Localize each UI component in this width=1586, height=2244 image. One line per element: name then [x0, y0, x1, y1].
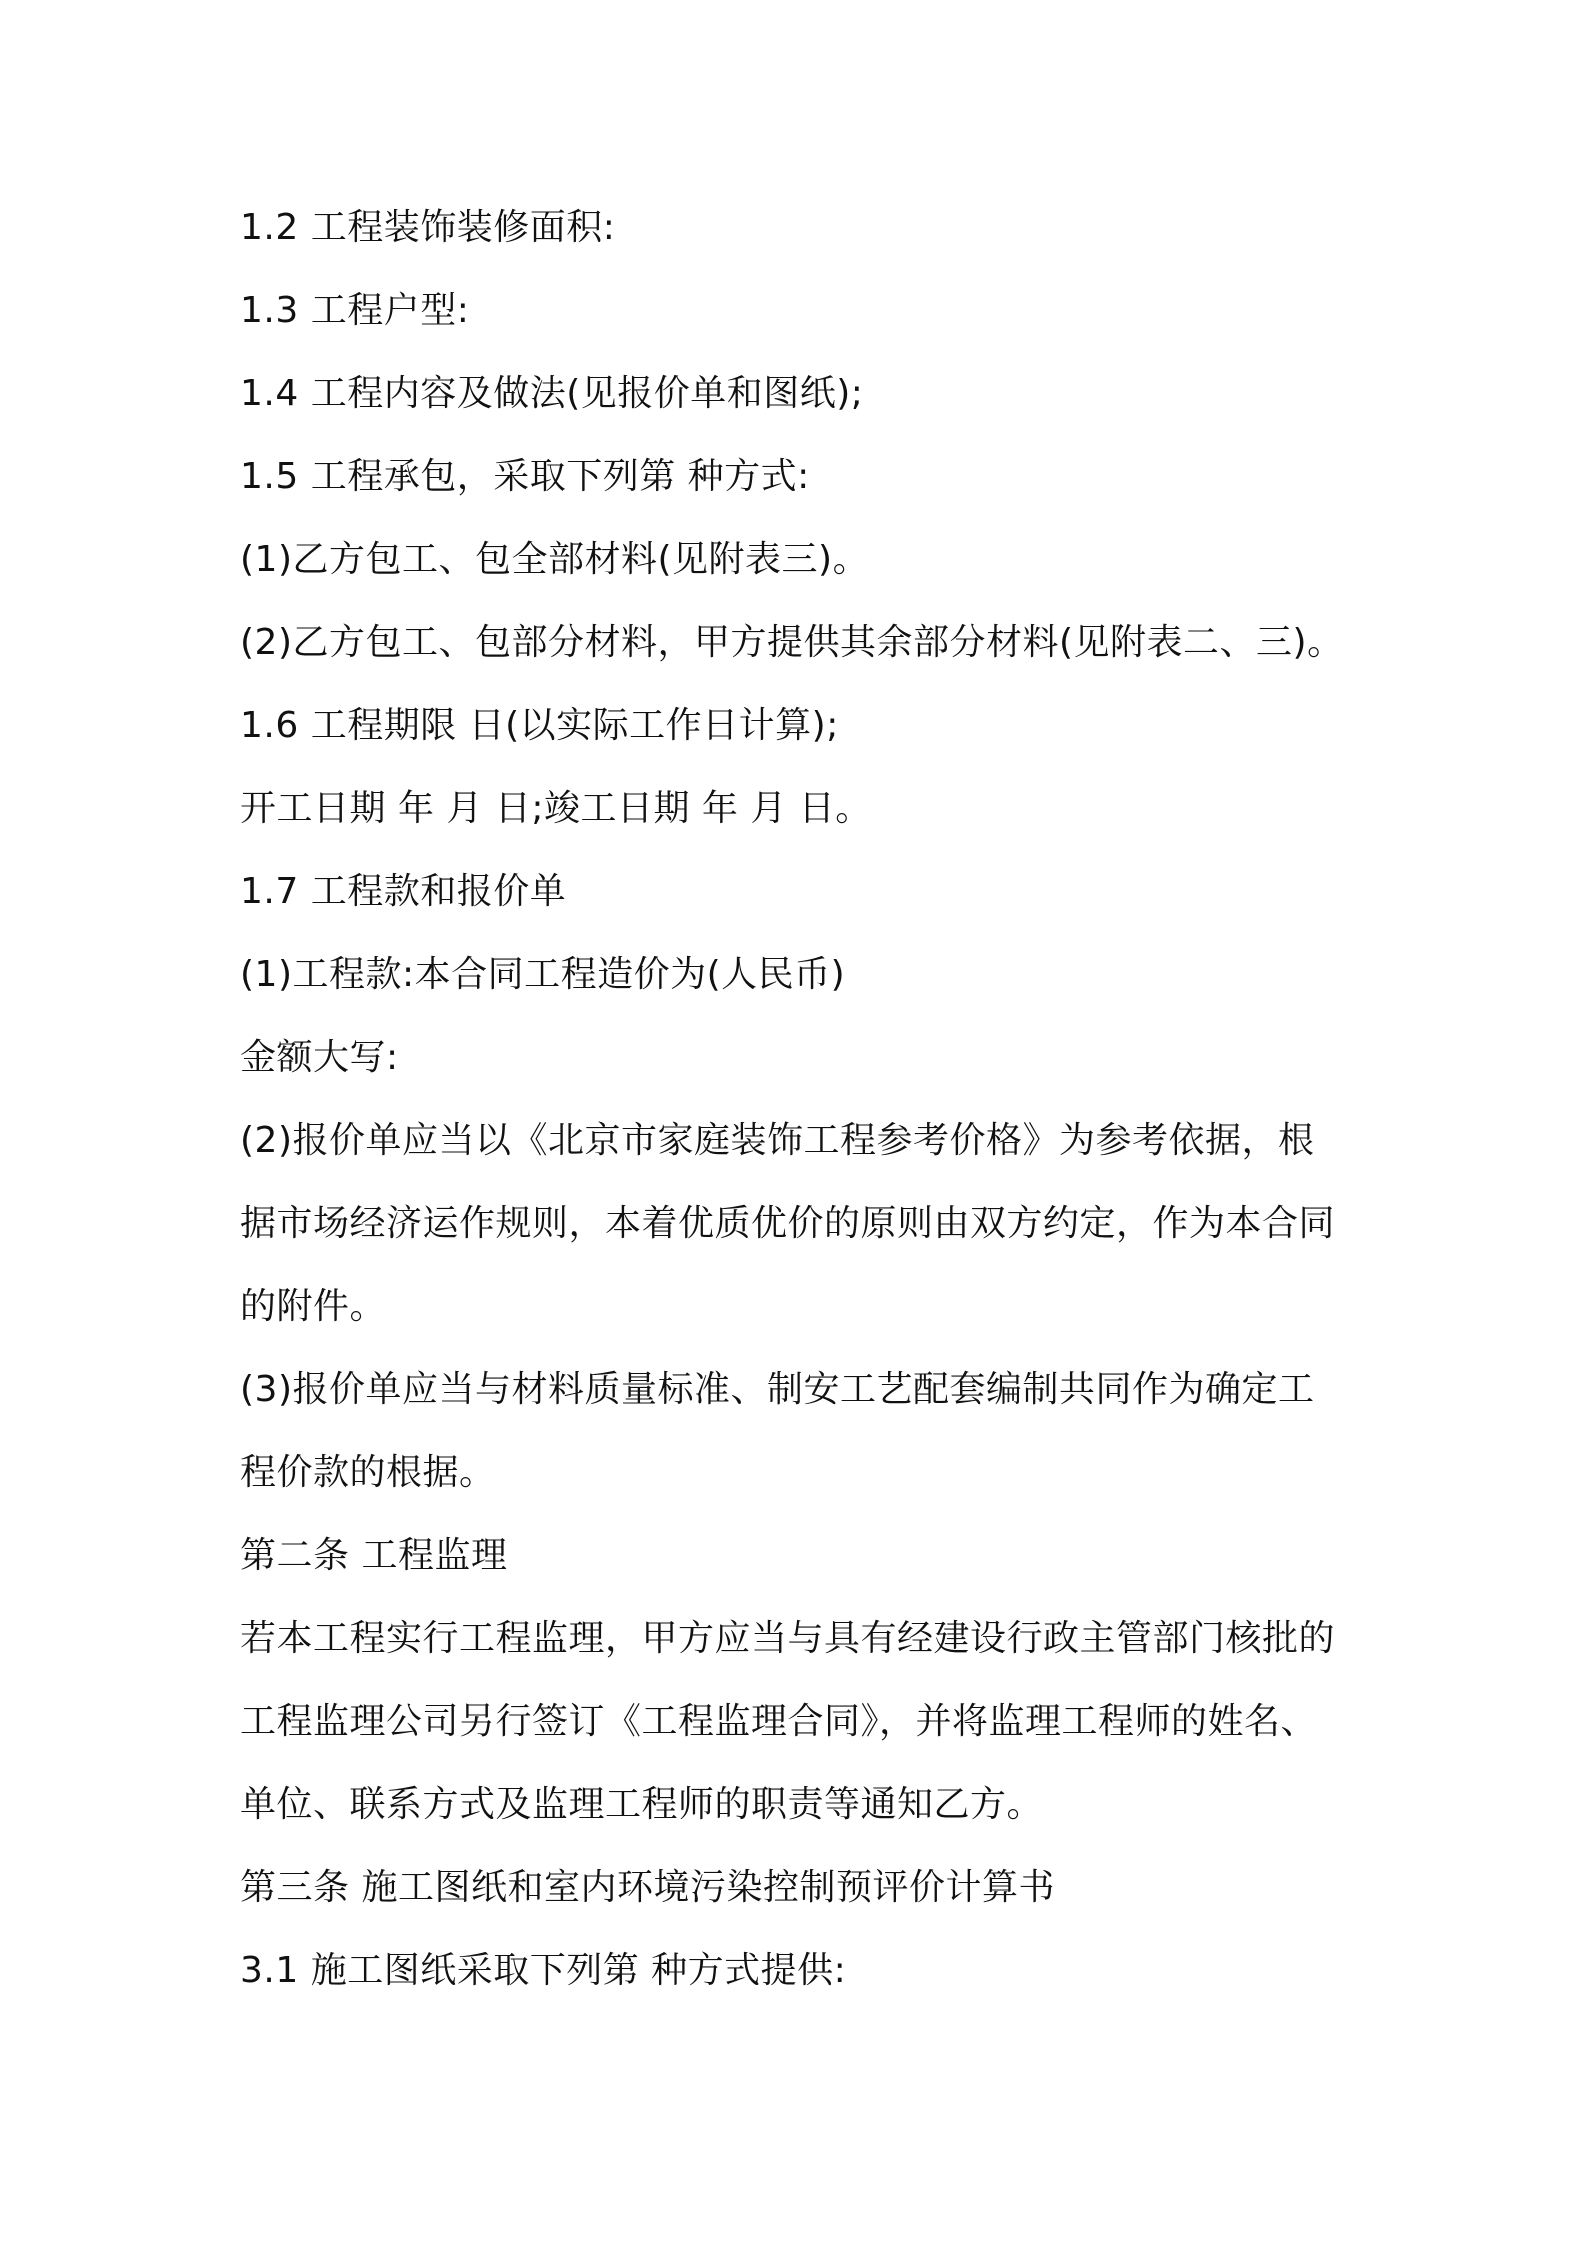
clause-1-7-payment-quotation: 1.7 工程款和报价单 — [240, 871, 567, 912]
quotation-basis-line-3: 的附件。 — [240, 1286, 387, 1327]
supervision-line-2: 工程监理公司另行签订《工程监理合同》，并将监理工程师的姓名、 — [240, 1701, 1318, 1742]
supervision-line-1: 若本工程实行工程监理，甲方应当与具有经建设行政主管部门核批的 — [240, 1618, 1336, 1659]
clause-3-1-drawings: 3.1 施工图纸采取下列第 种方式提供: — [240, 1950, 847, 1991]
option-2-partial-materials: (2)乙方包工、包部分材料，甲方提供其余部分材料(见附表二、三)。 — [240, 622, 1344, 663]
start-completion-dates: 开工日期 年 月 日;竣工日期 年 月 日。 — [240, 788, 872, 829]
clause-1-5-contracting-method: 1.5 工程承包，采取下列第 种方式: — [240, 456, 810, 497]
payment-contract-price: (1)工程款:本合同工程造价为(人民币) — [240, 954, 846, 995]
clause-1-3-house-type: 1.3 工程户型: — [240, 290, 470, 331]
amount-in-words: 金额大写: — [240, 1037, 399, 1078]
article-3-heading: 第三条 施工图纸和室内环境污染控制预评价计算书 — [240, 1867, 1055, 1908]
quotation-basis-line-1: (2)报价单应当以《北京市家庭装饰工程参考价格》为参考依据，根 — [240, 1120, 1315, 1161]
clause-1-4-work-content: 1.4 工程内容及做法(见报价单和图纸); — [240, 373, 864, 414]
document-body — [240, 198, 1360, 2024]
option-1-full-materials: (1)乙方包工、包全部材料(见附表三)。 — [240, 539, 870, 580]
quotation-standard-line-1: (3)报价单应当与材料质量标准、制安工艺配套编制共同作为确定工 — [240, 1369, 1315, 1410]
quotation-standard-line-2: 程价款的根据。 — [240, 1452, 496, 1493]
clause-1-6-work-period: 1.6 工程期限 日(以实际工作日计算); — [240, 705, 839, 746]
supervision-line-3: 单位、联系方式及监理工程师的职责等通知乙方。 — [240, 1784, 1044, 1825]
article-2-heading: 第二条 工程监理 — [240, 1535, 508, 1576]
clause-1-2-decoration-area: 1.2 工程装饰装修面积: — [240, 207, 616, 248]
quotation-basis-line-2: 据市场经济运作规则，本着优质优价的原则由双方约定，作为本合同 — [240, 1203, 1336, 1244]
